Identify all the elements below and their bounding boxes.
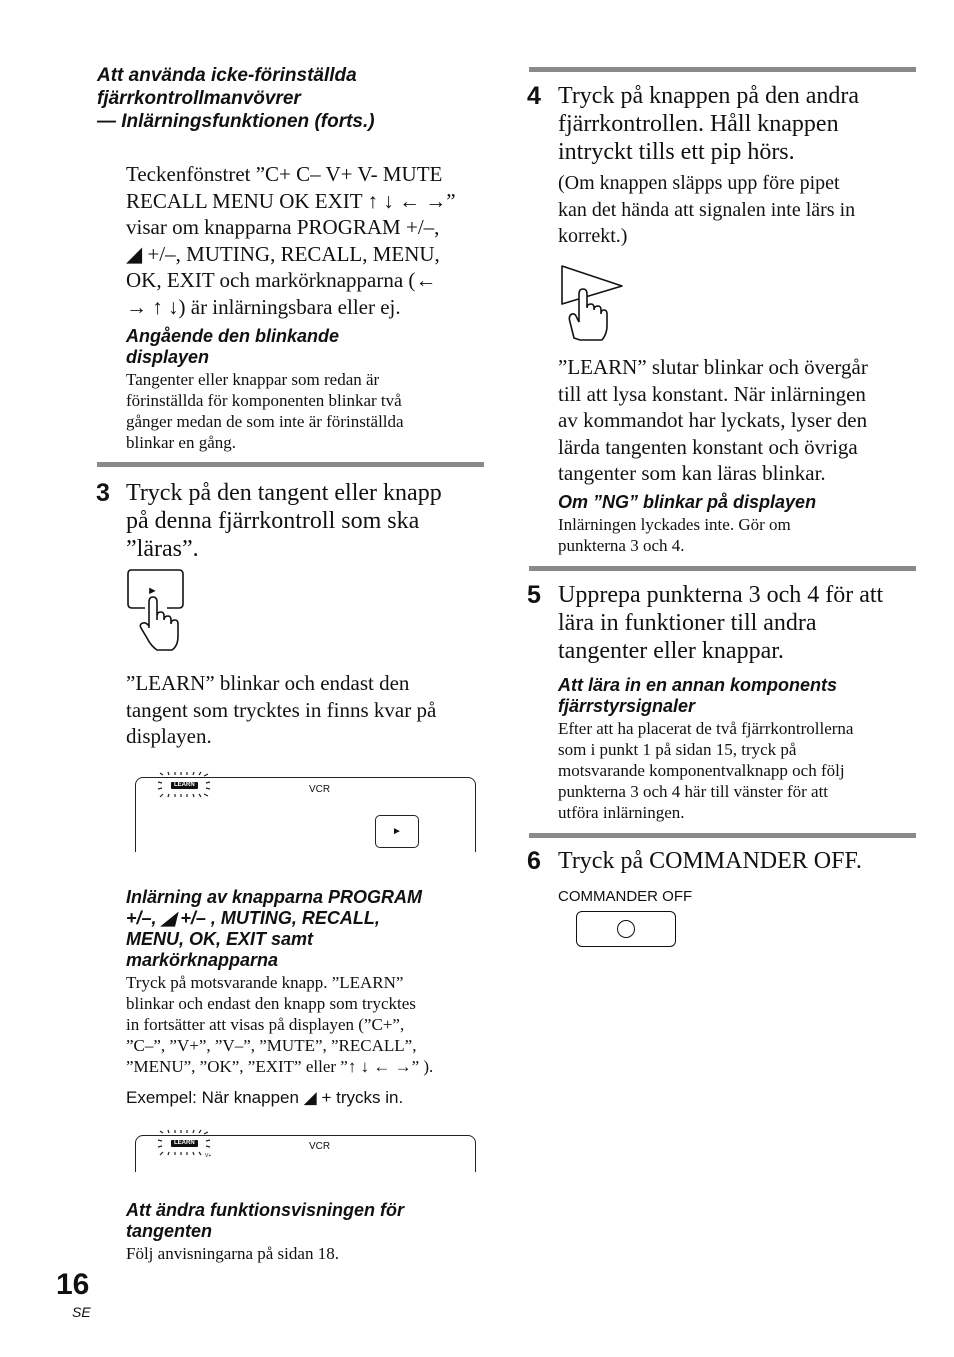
page-number: 16	[56, 1268, 90, 1301]
ng-heading: Om ”NG” blinkar på displayen	[558, 492, 817, 512]
remote-hand-illustration	[560, 264, 630, 342]
step6-number: 6	[527, 847, 541, 875]
divider-step4	[529, 67, 916, 72]
program-heading: Inlärning av knapparna PROGRAM +/–, ◢ +/– , MUTING, RECALL, MENU, OK, EXIT samt markörknapparna	[126, 887, 423, 970]
other-heading: Att lära in en annan komponents fjärrstyrsignaler	[558, 675, 838, 716]
commander-off-label: COMMANDER OFF	[558, 888, 693, 905]
step4-note: (Om knappen släpps upp före pipet kan det hända att signalen inte lärs in korrekt.)	[558, 172, 856, 247]
step3-text: Tryck på den tangent eller knapp på denna fjärrkontroll som ska ”läras”.	[126, 480, 442, 562]
step5-number: 5	[527, 581, 541, 609]
blink-heading: Angående den blinkande displayen	[126, 326, 340, 367]
step4-number: 4	[527, 82, 541, 110]
divider-step3	[97, 462, 484, 467]
commander-off-button[interactable]	[576, 911, 676, 947]
step4-after-text: ”LEARN” slutar blinkar och övergår till att lysa konstant. När inlärningen av kommandot har lyckats, lyser den lärda tangenten konstant och övriga tangenter som kan läras blinkar.	[558, 355, 868, 485]
vplus-indicator: V+	[205, 1153, 212, 1159]
press-button-illustration	[127, 568, 187, 653]
vcr-label: VCR	[309, 784, 331, 795]
program-text: Tryck på motsvarande knapp. ”LEARN” blinkar och endast den knapp som trycktes in fortsätter att visas på displayen (”C+”, ”C–”, ”V+”, ”V–”, ”MUTE”, ”RECALL”, ”MENU”, ”OK”, ”EXIT” eller ”↑ ↓ ← →” ).	[126, 973, 434, 1076]
change-text: Följ anvisningarna på sidan 18.	[126, 1244, 339, 1263]
learn-indicator: LEARN	[171, 1140, 198, 1147]
learned-key: ►	[375, 815, 419, 848]
section-title: Att använda icke-förinställda fjärrkontrollmanvövrer — Inlärningsfunktionen (forts.)	[97, 65, 375, 132]
step4-text: Tryck på knappen på den andra fjärrkontrollen. Håll knappen intryckt tills ett pip hörs.	[558, 83, 860, 165]
learn-indicator: LEARN	[171, 782, 198, 789]
step6-text: Tryck på COMMANDER OFF.	[558, 848, 862, 874]
divider-step6	[529, 833, 916, 838]
divider-step5	[529, 566, 916, 571]
blink-text: Tangenter eller knappar som redan är förinställda för komponenten blinkar två gånger medan de som inte är förinställda blinkar en gång.	[126, 370, 404, 452]
play-symbol: ►	[147, 585, 158, 597]
language-code: SE	[72, 1304, 91, 1320]
example-text: Exempel: När knappen ◢ + trycks in.	[126, 1088, 404, 1107]
intro-paragraph: Teckenfönstret ”C+ C– V+ V- MUTE RECALL MENU OK EXIT ↑ ↓ ← →” visar om knapparna PROGRAM +/–, ◢ +/–, MUTING, RECALL, MENU, OK, EXIT och markörknapparna (← → ↑ ↓) är inlärningsbara eller ej.	[126, 162, 456, 319]
change-heading: Att ändra funktionsvisningen för tangenten	[126, 1200, 405, 1241]
circle-icon	[617, 920, 635, 938]
step5-text: Upprepa punkterna 3 och 4 för att lära in funktioner till andra tangenter eller knappar.	[558, 582, 884, 664]
step3-number: 3	[96, 479, 110, 507]
ng-text: Inlärningen lyckades inte. Gör om punkterna 3 och 4.	[558, 515, 791, 555]
vcr-label: VCR	[309, 1141, 331, 1152]
other-text: Efter att ha placerat de två fjärrkontrollerna som i punkt 1 på sidan 15, tryck på motsvarande komponentvalknapp och följ punkterna 3 och 4 här till vänster för att utföra inlärningen.	[558, 719, 854, 822]
step3-after-text: ”LEARN” blinkar och endast den tangent som trycktes in finns kvar på displayen.	[126, 671, 437, 748]
